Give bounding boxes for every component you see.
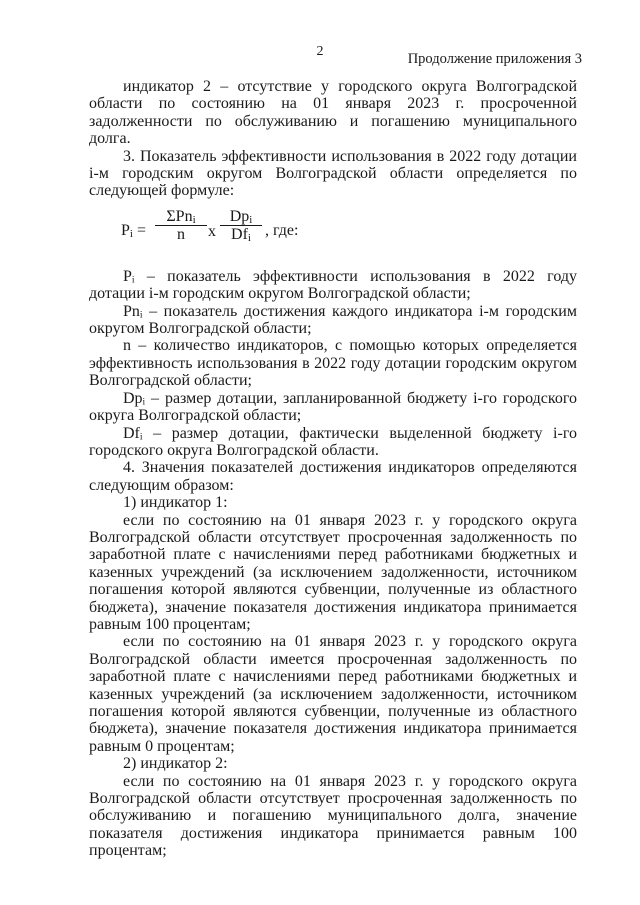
definition-dp: Dpᵢ – размер дотации, запланированной бюджету i-го городского округа Волгоградской области;: [89, 389, 577, 425]
formula: [89, 206, 577, 258]
definition-p: Pᵢ – показатель эффективности использования в 2022 году дотации i-м городским округом Волгоградской области;: [89, 267, 577, 303]
indicator-2-heading: 2) индикатор 2:: [123, 755, 228, 773]
definition-n: n – количество индикаторов, с помощью которых определяется эффективность использования в 2022 году дотации городским округом Волгоградской области;: [89, 337, 577, 390]
paragraph-3: 3. Показатель эффективности использования в 2022 году дотации i-м городским округом Волгоградской области определяется по следующей формуле:: [89, 147, 577, 200]
indicator-1-case-a: если по состоянию на 01 января 2023 г. у городского округа Волгоградской области отсутствует просроченная задолженность по заработной плате с начислениями перед работниками бюджетных и казенных учреждений (за исключением задолженности, источником погашения которой являются субвенции, полученные из областного бюджета), значение показателя достижения индикатора принимается равным 100 процентам;: [89, 511, 577, 633]
formula-lhs: $P_i$ =: [121, 221, 146, 240]
multiply-sign: x: [208, 222, 216, 240]
paragraph-indicator-2-text: индикатор 2 – отсутствие у городского округа Волгоградской области по состоянию на 01 января 2023 г. просроченной задолженности по обслуживанию и погашению муниципального долга.: [89, 78, 577, 148]
indicator-2-case-a: если по состоянию на 01 января 2023 г. у городского округа Волгоградской области отсутствует просроченная задолженность по обслуживанию и погашению муниципального долга, значение показателя достижения индикатора принимается равным 100 процентам;: [89, 772, 577, 860]
definition-pn: Pnᵢ – показатель достижения каждого индикатора i-м городским округом Волгоградской области;: [89, 302, 577, 338]
definition-df: Dfᵢ – размер дотации, фактически выделенной бюджету i-го городского округа Волгоградской области.: [89, 424, 577, 459]
document-body: [89, 78, 577, 860]
page-number: 2: [316, 44, 324, 59]
formula-tail: , где:: [265, 221, 299, 239]
indicator-1-heading: 1) индикатор 1:: [123, 494, 228, 512]
paragraph-4: 4. Значения показателей достижения индикаторов определяются следующим образом:: [89, 459, 577, 494]
continuation-label: Продолжение приложения 3: [407, 51, 582, 67]
fraction-sum-over-n: ΣPn$_i$ n: [155, 208, 207, 244]
indicator-1-case-b: если по состоянию на 01 января 2023 г. у городского округа Волгоградской области имеется просроченная задолженность по заработной плате с начислениями перед работниками бюджетных и казенных учреждений (за исключением задолженности, источником погашения которой являются субвенции, полученные из областного бюджета), значение показателя достижения индикатора принимается равным 0 процентам;: [89, 633, 577, 755]
fraction-dp-over-df: $Dp_i$ $Df_i$: [220, 208, 262, 244]
